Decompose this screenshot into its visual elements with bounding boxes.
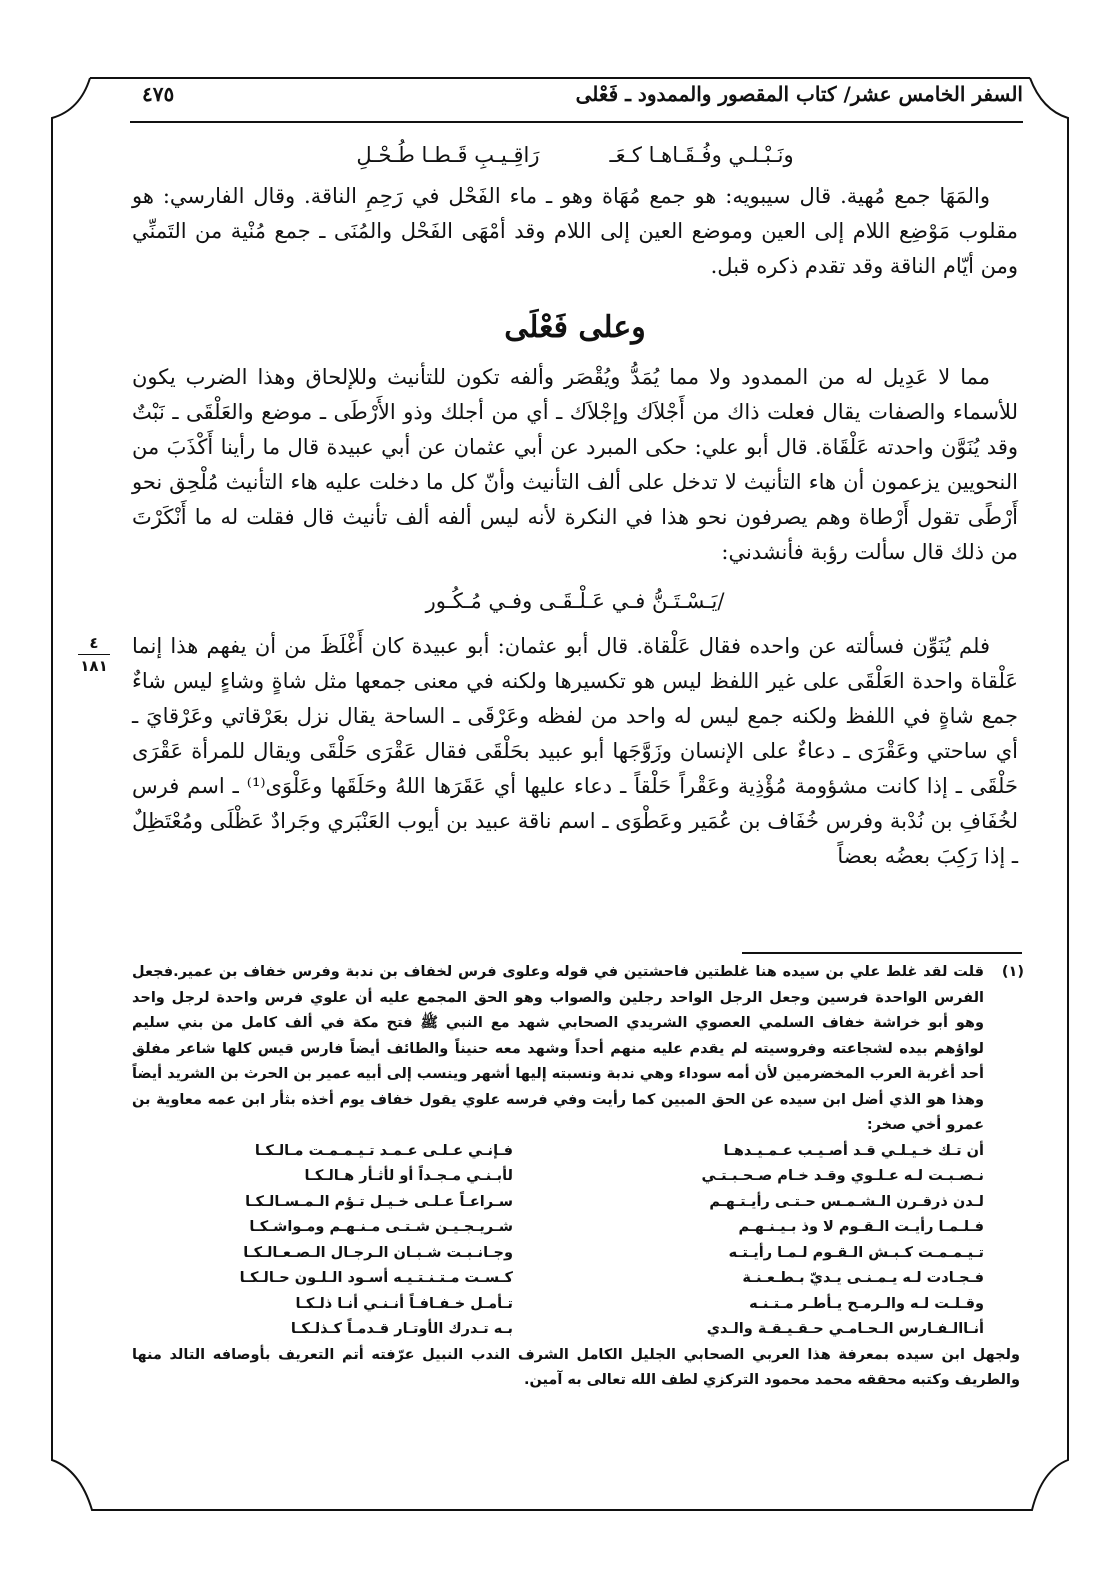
- margin-ref-line: [78, 654, 110, 655]
- paragraph-2: مما لا عَدِيل له من الممدود ولا مما يُمَدُّ ويُقْصَر وألفه تكون للتأنيث وللإلحاق وهذا الضرب يكون للأسماء والصفات يقال فعلت ذاك من أَجْلاَك وإجْلاَك ـ أي من أجلك وذو الأَرْطَى ـ موضع والعَلْقَى ـ نَبْتٌ وقد يُنَوَّن واحدته عَلْقَاة. قال أبو علي: حكى المبرد عن أبي عثمان عن أبي عبيدة قال ما رأينا أَكْذَبَ من النحويين يزعمون أن هاء التأنيث لا تدخل على ألف التأنيث وأنّ كل ما دخلت عليه هاء التأنيث مُلْحِق نحو أَرْطًى تقول أَرْطاة وهم يصرفون نحو هذا في النكرة لأنه ليس ألفه ألف تأنيث قال فقلت له ما أَنْكَرْتَ من ذلك قال سألت رؤبة فأنشدني:: [132, 365, 1018, 564]
- margin-ref-top: ٤: [89, 634, 99, 652]
- poem-hemistich: فـجـادت لـه يـمـنـى يـديّ بـطـعـنـة: [742, 1270, 984, 1286]
- poem-hemistich: فـإنـي عـلـى عـمـد تـيـمـمـت مـالـكـا: [254, 1142, 513, 1159]
- poem-hemistich: شـريـجـيـن شـتـى مـنـهـم ومـواشـكـا: [249, 1219, 513, 1235]
- footnote-text: قلت لقد غلط علي بن سيده هنا غلطتين فاحشتين في قوله وعلوى فرس لخفاف بن ندبة وفرس خفاف بن عمير.فجعل الفرس الواحدة فرسين وجعل الرجل الواحد رجلين والصواب وهو الحق المجمع عليه أن علوي فرس واحدة لرجل واحد وهو أبو خراشة خفاف السلمي العصوي الشريدي الصحابي شهد مع النبي ﷺ فتح مكة في ألف كامل من بني سليم لواؤهم بيده لشجاعته وفروسيته لم يقدم عليه منهم أحداً وشهد معه حنيناً والطائف أيضاً فارس قيس كلها شاعر مفلق أحد أغربة العرب المخضرمين لأن أمه سوداء وهي ندبة ونسبته إليها أشهر وينسب إلى أبيه عمير بن الحرث بن الشريد أيضاً وهذا هو الذي أضل ابن سيده عن الحق المبين كما رأيت وفي فرسه علوي يقول خفاف يوم أخذه بثأر ابن عمه معاوية بن عمرو أخي صخر:: [132, 964, 984, 1133]
- poem-hemistich: تـيـمـمـت كـبـش الـقـوم لـمـا رأيـتـه: [728, 1244, 984, 1261]
- poem-hemistich: تـأمـل خـفـافـاً أنـنـي أنـا ذلـكـا: [295, 1295, 513, 1312]
- poem-hemistich: أنـاالـفـارس الـحـامـي حـقـيـقـة والـدي: [706, 1321, 984, 1337]
- verse-top: [132, 138, 1018, 173]
- verse-hemistich-right: ونَـبْـلـي وفُـقَـاهـا كـعَـ: [609, 143, 794, 167]
- paragraph-1: والمَهَا جمع مُهية. قال سيبويه: هو جمع مُهَاة وهو ـ ماء الفَحْل في رَحِمِ الناقة. وقال الفارسي: هو مقلوب مَوْضِع اللام إلى العين وموضع العين إلى اللام وقد أمْهَى الفَحْل والمُنَى ـ جمع مُنْية من التَمنِّي ومن أيّام الناقة وقد تقدم ذكره قبل.: [132, 184, 1018, 278]
- poem-hemistich: لـدن ذرقـرن الـشـمـس حـتـى رأيـتـهـم: [709, 1193, 984, 1210]
- verse-single: /يَـسْـتَـنُّ فـي عَـلْـقَـى وفـي مُـكُـور: [425, 589, 725, 613]
- section-title: وعلى فَعْلَى: [504, 310, 646, 345]
- poem-hemistich: وجـانـبـت شـبـان الـرجـال الـصـعـالـكـا: [243, 1244, 513, 1261]
- page-header: [130, 78, 1023, 118]
- poem-hemistich: سـراعـاً عـلـى خـيـل تـؤم الـمـسـالـكـا: [245, 1193, 513, 1210]
- poem-hemistich: فـلـمـا رأيـت الـقـوم لا وذ بـيـنـهـم: [738, 1219, 984, 1235]
- footnote-label: (١): [1001, 964, 1024, 980]
- paragraph-3: فلم يُنَوِّن فسألته عن واحده فقال عَلْقاة. قال أبو عثمان: أبو عبيدة كان أَغْلَظَ من أن يفهم هذا إنما عَلْقاة واحدة العَلْقَى على غير اللفظ ليس هو تكسيرها ولكنه في معنى جمعها مثل شاةٍ وشاءٍ ليس شاءٌ جمع شاةٍ في اللفظ ولكنه جمع ليس له واحد من لفظه وعَرْقَى ـ الساحة يقال نزل بعَرْقاتي وعَرْقايَ ـ أي ساحتي وعَقْرَى ـ دعاءٌ على الإنسان وزَوَّجَها أبو عبيد بحَلْقَى فقال عَقْرَى حَلْقَى ويقال للمرأة عَقْرَى حَلْقَى ـ إذا كانت مشؤومة مُؤْذِية وعَقْراً حَلْقاً ـ دعاء عليها أي عَقَرَها اللهُ وحَلَقَها وعَلْوَى⁽¹⁾ ـ اسم فرس لخُفَافِ بن نُدْبة وفرس خُفَاف بن عُمَير وعَطْوَى ـ اسم ناقة عبيد بن أيوب العَنْبَري وجَرادٌ عَظْلَى ومُعْتَظِلٌ ـ إذا رَكِبَ بعضُه بعضاً: [132, 634, 1018, 868]
- footnote-rule: [742, 952, 1022, 954]
- poem-hemistich: نـصـبـت لـه عـلـوي وقـد خـام صـحـبـتـي: [701, 1168, 984, 1184]
- header-rule: [130, 121, 1023, 123]
- footnote-closing: ولجهل ابن سيده بمعرفة هذا العربي الصحابي الجليل الكامل الشرف الندب النبيل عرّفته أتم التعريف بأوصافه التالد منها والطريف وكتبه محققه محمد محمود التركزي لطف الله تعالى به آمين.: [132, 1346, 1020, 1388]
- footnotes: [132, 960, 1024, 1394]
- margin-ref-bottom: ١٨١: [80, 657, 108, 675]
- verse-hemistich-left: رَاقِـيـبِ قَـطـا طُـحْـلِ: [356, 143, 540, 167]
- running-head: السفر الخامس عشر/ كتاب المقصور والممدود ـ فَعْلى: [575, 82, 1023, 106]
- footnote-poem: [132, 1139, 984, 1343]
- margin-reference: [74, 634, 114, 675]
- poem-hemistich: كـسـت مـتـنـتـيـه أسـود الـلـون حـالـكـا: [239, 1270, 513, 1286]
- page-number: ٤٧٥: [142, 82, 175, 106]
- poem-hemistich: أن تـك خـيـلـي قـد أصـيـب عـمـيـدهـا: [723, 1142, 984, 1159]
- poem-hemistich: وقـلـت لـه والـرمـح يـأطـر مـتـنـه: [749, 1295, 984, 1312]
- main-text: [132, 130, 1018, 874]
- poem-hemistich: لأبـنـي مـجـداً أو لأثـأر هـالـكـا: [304, 1168, 513, 1184]
- poem-hemistich: بـه تـدرك الأوتـار قـدمـاً كـذلـكـا: [290, 1321, 513, 1337]
